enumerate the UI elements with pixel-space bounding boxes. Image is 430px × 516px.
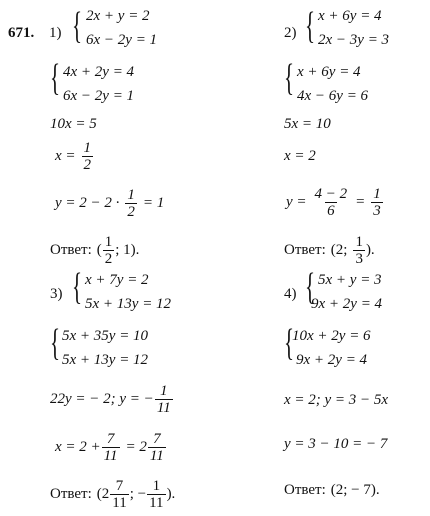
part3-answer-fraction2: [147, 478, 165, 511]
part4-system1-eq1: 5x + y = 3: [318, 272, 382, 288]
part2-system1-brace: {: [305, 5, 316, 47]
part1-answer-open: (: [96, 242, 102, 258]
part3-x-eq: = 2: [125, 439, 147, 455]
part1-x-den: 2: [83, 157, 92, 173]
part1-system2-eq2: 6x − 2y = 1: [63, 88, 135, 104]
part3-label: 3): [50, 286, 63, 302]
part1-system2-eq1: 4x + 2y = 4: [63, 64, 135, 80]
part1-x-lhs: x =: [55, 148, 76, 164]
part3-system1-eq2: 5x + 13y = 12: [85, 296, 172, 312]
part1-label: 1): [49, 25, 62, 41]
part3-system1-eq1: x + 7y = 2: [85, 272, 149, 288]
part4-system2-eq1: 10x + 2y = 6: [292, 328, 371, 344]
part4-line2: y = 3 − 10 = − 7: [284, 436, 388, 452]
part2-answer-fraction: [353, 234, 365, 267]
part1-system2-brace: {: [50, 57, 61, 99]
part4-system1-brace: {: [305, 266, 316, 308]
part3-x-num2: 7: [153, 431, 161, 447]
part2-line2: x = 2: [284, 148, 316, 164]
part2-system1-eq2: 2x − 3y = 3: [318, 32, 390, 48]
part1-x-num: 1: [83, 140, 92, 156]
part1-y-num: 1: [127, 187, 135, 203]
part2-y-lhs: y =: [286, 194, 307, 210]
part2-system1-eq1: x + 6y = 4: [318, 8, 382, 24]
part1-answer-num: 1: [104, 234, 113, 250]
part2-answer-den: 3: [355, 251, 363, 267]
part3-x-num: 7: [106, 431, 115, 447]
part2-label: 2): [284, 25, 297, 41]
part3-y-num: 1: [160, 383, 168, 399]
part3-system2-brace: {: [50, 322, 61, 364]
part2-y-den: 6: [327, 203, 335, 219]
part3-y-fraction: [155, 383, 173, 416]
part4-label: 4): [284, 286, 297, 302]
part4-system1-eq2: 9x + 2y = 4: [311, 296, 383, 312]
part1-y-value: [55, 187, 164, 220]
part3-answer-word: Ответ:: [50, 486, 92, 502]
part2-system2-eq2: 4x − 6y = 6: [297, 88, 369, 104]
part3-system2-eq2: 5x + 13y = 12: [62, 352, 149, 368]
part3-answer-close: ).: [166, 486, 176, 502]
part3-y-den: 11: [156, 400, 171, 416]
part4-line1: x = 2; y = 3 − 5x: [284, 392, 389, 408]
part3-answer-num2: 1: [152, 478, 161, 494]
part2-y-fraction: [313, 186, 350, 219]
part2-y-fraction2: [371, 186, 383, 219]
part1-answer-rest: ; 1).: [115, 242, 140, 258]
part3-x-fraction2: [148, 431, 166, 464]
part1-line1: 10x = 5: [50, 116, 97, 132]
part4-system2-eq2: 9x + 2y = 4: [296, 352, 368, 368]
part3-answer-num: 7: [115, 478, 124, 494]
part2-system2-brace: {: [284, 57, 295, 99]
part4-answer-value: (2; − 7).: [330, 482, 380, 498]
part1-y-rhs: = 1: [142, 195, 165, 211]
part2-y-value: [286, 186, 384, 219]
part3-x-value: [55, 431, 167, 464]
part2-answer-close: ).: [365, 242, 375, 258]
part3-answer-mid: ; −: [129, 486, 147, 502]
part3-x-lhs: x = 2 +: [55, 439, 101, 455]
part3-answer-open: (2: [96, 486, 110, 502]
part2-line1: 5x = 10: [284, 116, 331, 132]
part3-answer-den2: 11: [149, 495, 164, 511]
part1-answer-den: 2: [104, 251, 113, 267]
problem-number: 671.: [8, 25, 35, 41]
part2-y-num2: 1: [373, 186, 381, 202]
part2-y-eq: =: [355, 194, 366, 210]
part2-system2-eq1: x + 6y = 4: [297, 64, 361, 80]
part3-x-den2: 11: [149, 448, 164, 464]
part3-system1-brace: {: [72, 266, 83, 308]
part3-system2-eq1: 5x + 35y = 10: [62, 328, 149, 344]
part2-y-den2: 3: [373, 203, 381, 219]
part1-y-fraction: [125, 187, 137, 220]
part1-system1-brace: {: [72, 5, 83, 47]
part2-answer-open: (2;: [330, 242, 348, 258]
part1-y-den: 2: [127, 204, 135, 220]
part1-system1-eq2: 6x − 2y = 1: [86, 32, 158, 48]
part2-answer-num: 1: [355, 234, 363, 250]
part1-answer: [50, 234, 139, 267]
part1-system1-eq1: 2x + y = 2: [86, 8, 150, 24]
part3-answer-fraction: [110, 478, 128, 511]
part2-y-num: 4 − 2: [314, 186, 348, 202]
part3-answer-den: 11: [112, 495, 127, 511]
part2-answer: [284, 234, 375, 267]
part3-y-value: [50, 383, 174, 416]
part4-answer-word: Ответ:: [284, 482, 326, 498]
part2-answer-word: Ответ:: [284, 242, 326, 258]
part3-x-den: 11: [103, 448, 118, 464]
part3-answer: [50, 478, 175, 511]
part1-x-value: [55, 140, 94, 173]
part1-x-fraction: [82, 140, 94, 173]
part1-y-lhs: y = 2 − 2 ·: [55, 195, 120, 211]
part3-x-fraction: [102, 431, 120, 464]
part4-answer: [284, 482, 380, 499]
part1-answer-fraction: [103, 234, 115, 267]
part3-y-lhs: 22y = − 2; y = −: [50, 391, 154, 407]
part4-system2-brace: {: [284, 322, 295, 364]
part1-answer-word: Ответ:: [50, 242, 92, 258]
